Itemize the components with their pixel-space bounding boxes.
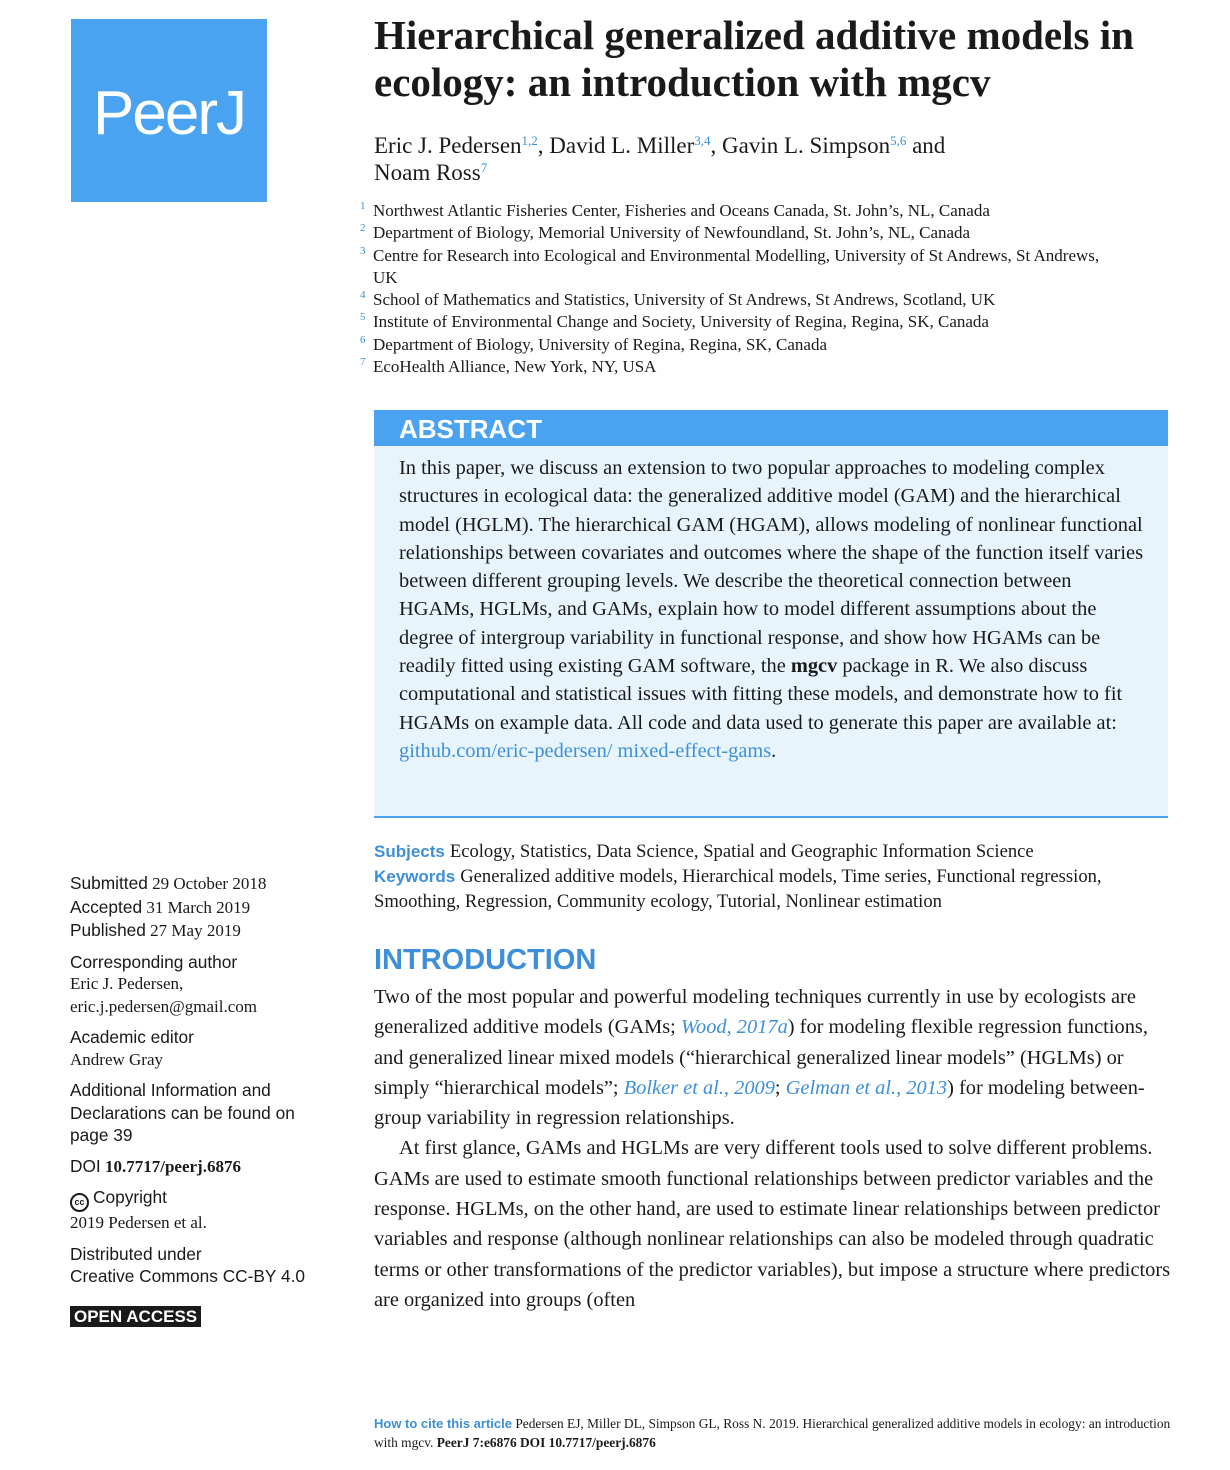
license-block <box>70 1243 330 1288</box>
abstract-text-part: In this paper, we discuss an extension to two popular approaches to modeling complex structures in ecological data: the generalized additive model (GAM) and the hierarchical model (HGLM). The hierarchical GAM (HGAM), allows modeling of nonlinear functional relationships between covariates and outcomes where the shape of the function itself varies between different grouping levels. We describe the theoretical connection between HGAMs, HGLMs, and GAMs, explain how to model different assumptions about the degree of intergroup variability in functional response, and show how HGAMs can be readily fitted using existing GAM software, the <box>399 457 1143 678</box>
published-line <box>70 919 330 943</box>
keywords-value: Generalized additive models, Hierarchical models, Time series, Functional regression, Smoothing, Regression, Community ecology, Tutorial, Nonlinear estimation <box>374 866 1102 912</box>
paper-title: Hierarchical generalized additive models in ecology: an introduction with mgcv <box>374 12 1134 105</box>
author-name: Noam Ross <box>374 160 481 185</box>
intro-paragraph <box>374 982 1174 1133</box>
editor-name: Andrew Gray <box>70 1049 163 1069</box>
license-line: Distributed under <box>70 1243 202 1264</box>
copyright-holder: 2019 Pedersen et al. <box>70 1213 207 1232</box>
intro-text: ) for modeling flexible regression functions, and generalized linear mixed models (“hierarchical generalized linear models” (HGLMs) or simply “hierarchical models”; <box>374 1016 1148 1099</box>
author-affiliation-ref[interactable]: 5,6 <box>890 133 907 148</box>
author-separator: , <box>537 133 550 158</box>
author-affiliation-ref[interactable]: 1,2 <box>521 133 538 148</box>
editor-block <box>70 1026 330 1071</box>
affiliation-item <box>360 334 1100 356</box>
cite-text: Pedersen EJ, Miller DL, Simpson GL, Ross N. 2019. Hierarchical generalized additive models in ecology: an introduction with mgcv. <box>374 1416 1171 1450</box>
creative-commons-icon: cc <box>70 1193 89 1212</box>
affiliation-text: Centre for Research into Ecological and Environmental Modelling, University of St Andrews, St Andrews, UK <box>373 245 1100 287</box>
author-affiliation-ref[interactable]: 7 <box>480 160 488 175</box>
affiliation-text: School of Mathematics and Statistics, University of St Andrews, St Andrews, Scotland, UK <box>373 290 996 310</box>
intro-paragraph: At first glance, GAMs and HGLMs are very different tools used to solve different problems. GAMs are used to estimate smooth functional relationships between predictor variables and the response. HGLMs, on the other hand, are used to estimate linear relationships between predictor variables and response (although nonlinear relationships can also be modeled through quadratic terms or other transformations of the predictor variables), but impose a structure where predictors are organized into groups (often <box>374 1137 1171 1311</box>
intro-text: ; <box>774 1076 786 1099</box>
introduction-heading: INTRODUCTION <box>374 944 597 976</box>
doi-value[interactable]: 10.7717/peerj.6876 <box>104 1156 241 1176</box>
affiliation-list <box>360 200 1100 378</box>
affiliation-item <box>360 311 1100 333</box>
affiliation-text: Department of Biology, University of Regina, Regina, SK, Canada <box>373 334 828 354</box>
copyright-line <box>70 1186 330 1212</box>
affiliation-text: EcoHealth Alliance, New York, NY, USA <box>373 357 657 377</box>
subjects-value: Ecology, Statistics, Data Science, Spatial and Geographic Information Science <box>449 841 1034 862</box>
corresponding-label: Corresponding author <box>70 951 238 972</box>
affiliation-number: 6 <box>360 333 366 346</box>
author-separator: and <box>906 133 946 158</box>
cite-journal-doi: PeerJ 7:e6876 DOI 10.7717/peerj.6876 <box>436 1434 656 1450</box>
affiliation-text: Institute of Environmental Change and Society, University of Regina, Regina, SK, Canada <box>373 312 989 332</box>
citation-link[interactable]: Wood, 2017a <box>680 1016 788 1039</box>
abstract-package-name: mgcv <box>790 655 838 678</box>
affiliation-item <box>360 356 1100 378</box>
citation-link[interactable]: Gelman et al., 2013 <box>785 1076 948 1099</box>
submitted-date: 29 October 2018 <box>152 874 267 893</box>
doi-label: DOI <box>70 1155 101 1176</box>
intro-text: ) for modeling between-group variability in regression relationships. <box>374 1076 1145 1130</box>
author-separator: , <box>710 133 723 158</box>
corresponding-name: Eric J. Pedersen, <box>70 974 184 993</box>
affiliation-item <box>360 289 1100 311</box>
submitted-line <box>70 872 330 896</box>
affiliation-item <box>360 200 1100 222</box>
how-to-cite <box>374 1415 1174 1452</box>
subjects-line <box>374 839 1174 864</box>
affiliation-text: Northwest Atlantic Fisheries Center, Fisheries and Oceans Canada, St. John’s, NL, Canada <box>373 201 990 220</box>
abstract-box <box>374 410 1168 818</box>
accepted-line <box>70 896 330 920</box>
corresponding-block <box>70 951 330 1019</box>
affiliation-number: 5 <box>360 311 366 324</box>
intro-text: Two of the most popular and powerful modeling techniques currently in use by ecologists are generalized additive models (GAMs; <box>374 986 1136 1039</box>
affiliation-number: 4 <box>360 289 366 302</box>
published-label: Published <box>70 920 146 940</box>
keywords-line <box>374 864 1174 914</box>
copyright-label: Copyright <box>93 1187 167 1207</box>
article-info-sidebar <box>70 872 330 1328</box>
citation-link[interactable]: Bolker et al., 2009 <box>623 1076 775 1099</box>
cite-label: How to cite this article <box>374 1416 512 1431</box>
logo-text: PeerJ <box>93 79 245 148</box>
affiliation-item <box>360 245 1100 290</box>
abstract-text <box>399 454 1146 765</box>
abstract-heading: ABSTRACT <box>374 410 1168 446</box>
github-link[interactable]: github.com/eric-pedersen/ mixed-effect-gams <box>399 739 772 762</box>
editor-label: Academic editor <box>70 1027 194 1047</box>
affiliation-text: Department of Biology, Memorial University of Newfoundland, St. John’s, NL, Canada <box>373 223 971 243</box>
abstract-text-part: . <box>771 739 777 762</box>
introduction-body <box>374 982 1174 1315</box>
author-list <box>374 132 1164 186</box>
author-name: Eric J. Pedersen <box>374 133 522 158</box>
copyright-block <box>70 1186 330 1235</box>
affiliation-number: 1 <box>360 200 366 212</box>
doi-line <box>70 1155 330 1179</box>
dates-block <box>70 872 330 943</box>
subjects-keywords <box>374 839 1174 914</box>
affiliation-number: 7 <box>360 356 366 369</box>
accepted-date: 31 March 2019 <box>146 897 251 917</box>
corresponding-email[interactable]: eric.j.pedersen@gmail.com <box>70 996 257 1016</box>
affiliation-number: 3 <box>360 244 366 257</box>
abstract-text-part: package in R. We also discuss computational and statistical issues with fitting these models, and demonstrate how to fit HGAMs on example data. All code and data used to generate this paper are available at: <box>399 655 1123 734</box>
affiliation-item <box>360 222 1100 244</box>
license-name[interactable]: Creative Commons CC-BY 4.0 <box>70 1266 305 1286</box>
published-date: 27 May 2019 <box>150 921 241 940</box>
author-affiliation-ref[interactable]: 3,4 <box>694 133 711 148</box>
author-name: Gavin L. Simpson <box>722 133 891 158</box>
affiliation-number: 2 <box>360 222 366 235</box>
subjects-label: Subjects <box>374 842 445 861</box>
accepted-label: Accepted <box>70 896 143 917</box>
keywords-label: Keywords <box>374 867 456 886</box>
additional-info[interactable]: Additional Information and Declarations can be found on page 39 <box>70 1080 295 1145</box>
peerj-logo <box>71 19 267 202</box>
open-access-badge: OPEN ACCESS <box>70 1306 201 1327</box>
submitted-label: Submitted <box>70 873 148 893</box>
author-name: David L. Miller <box>549 133 695 158</box>
